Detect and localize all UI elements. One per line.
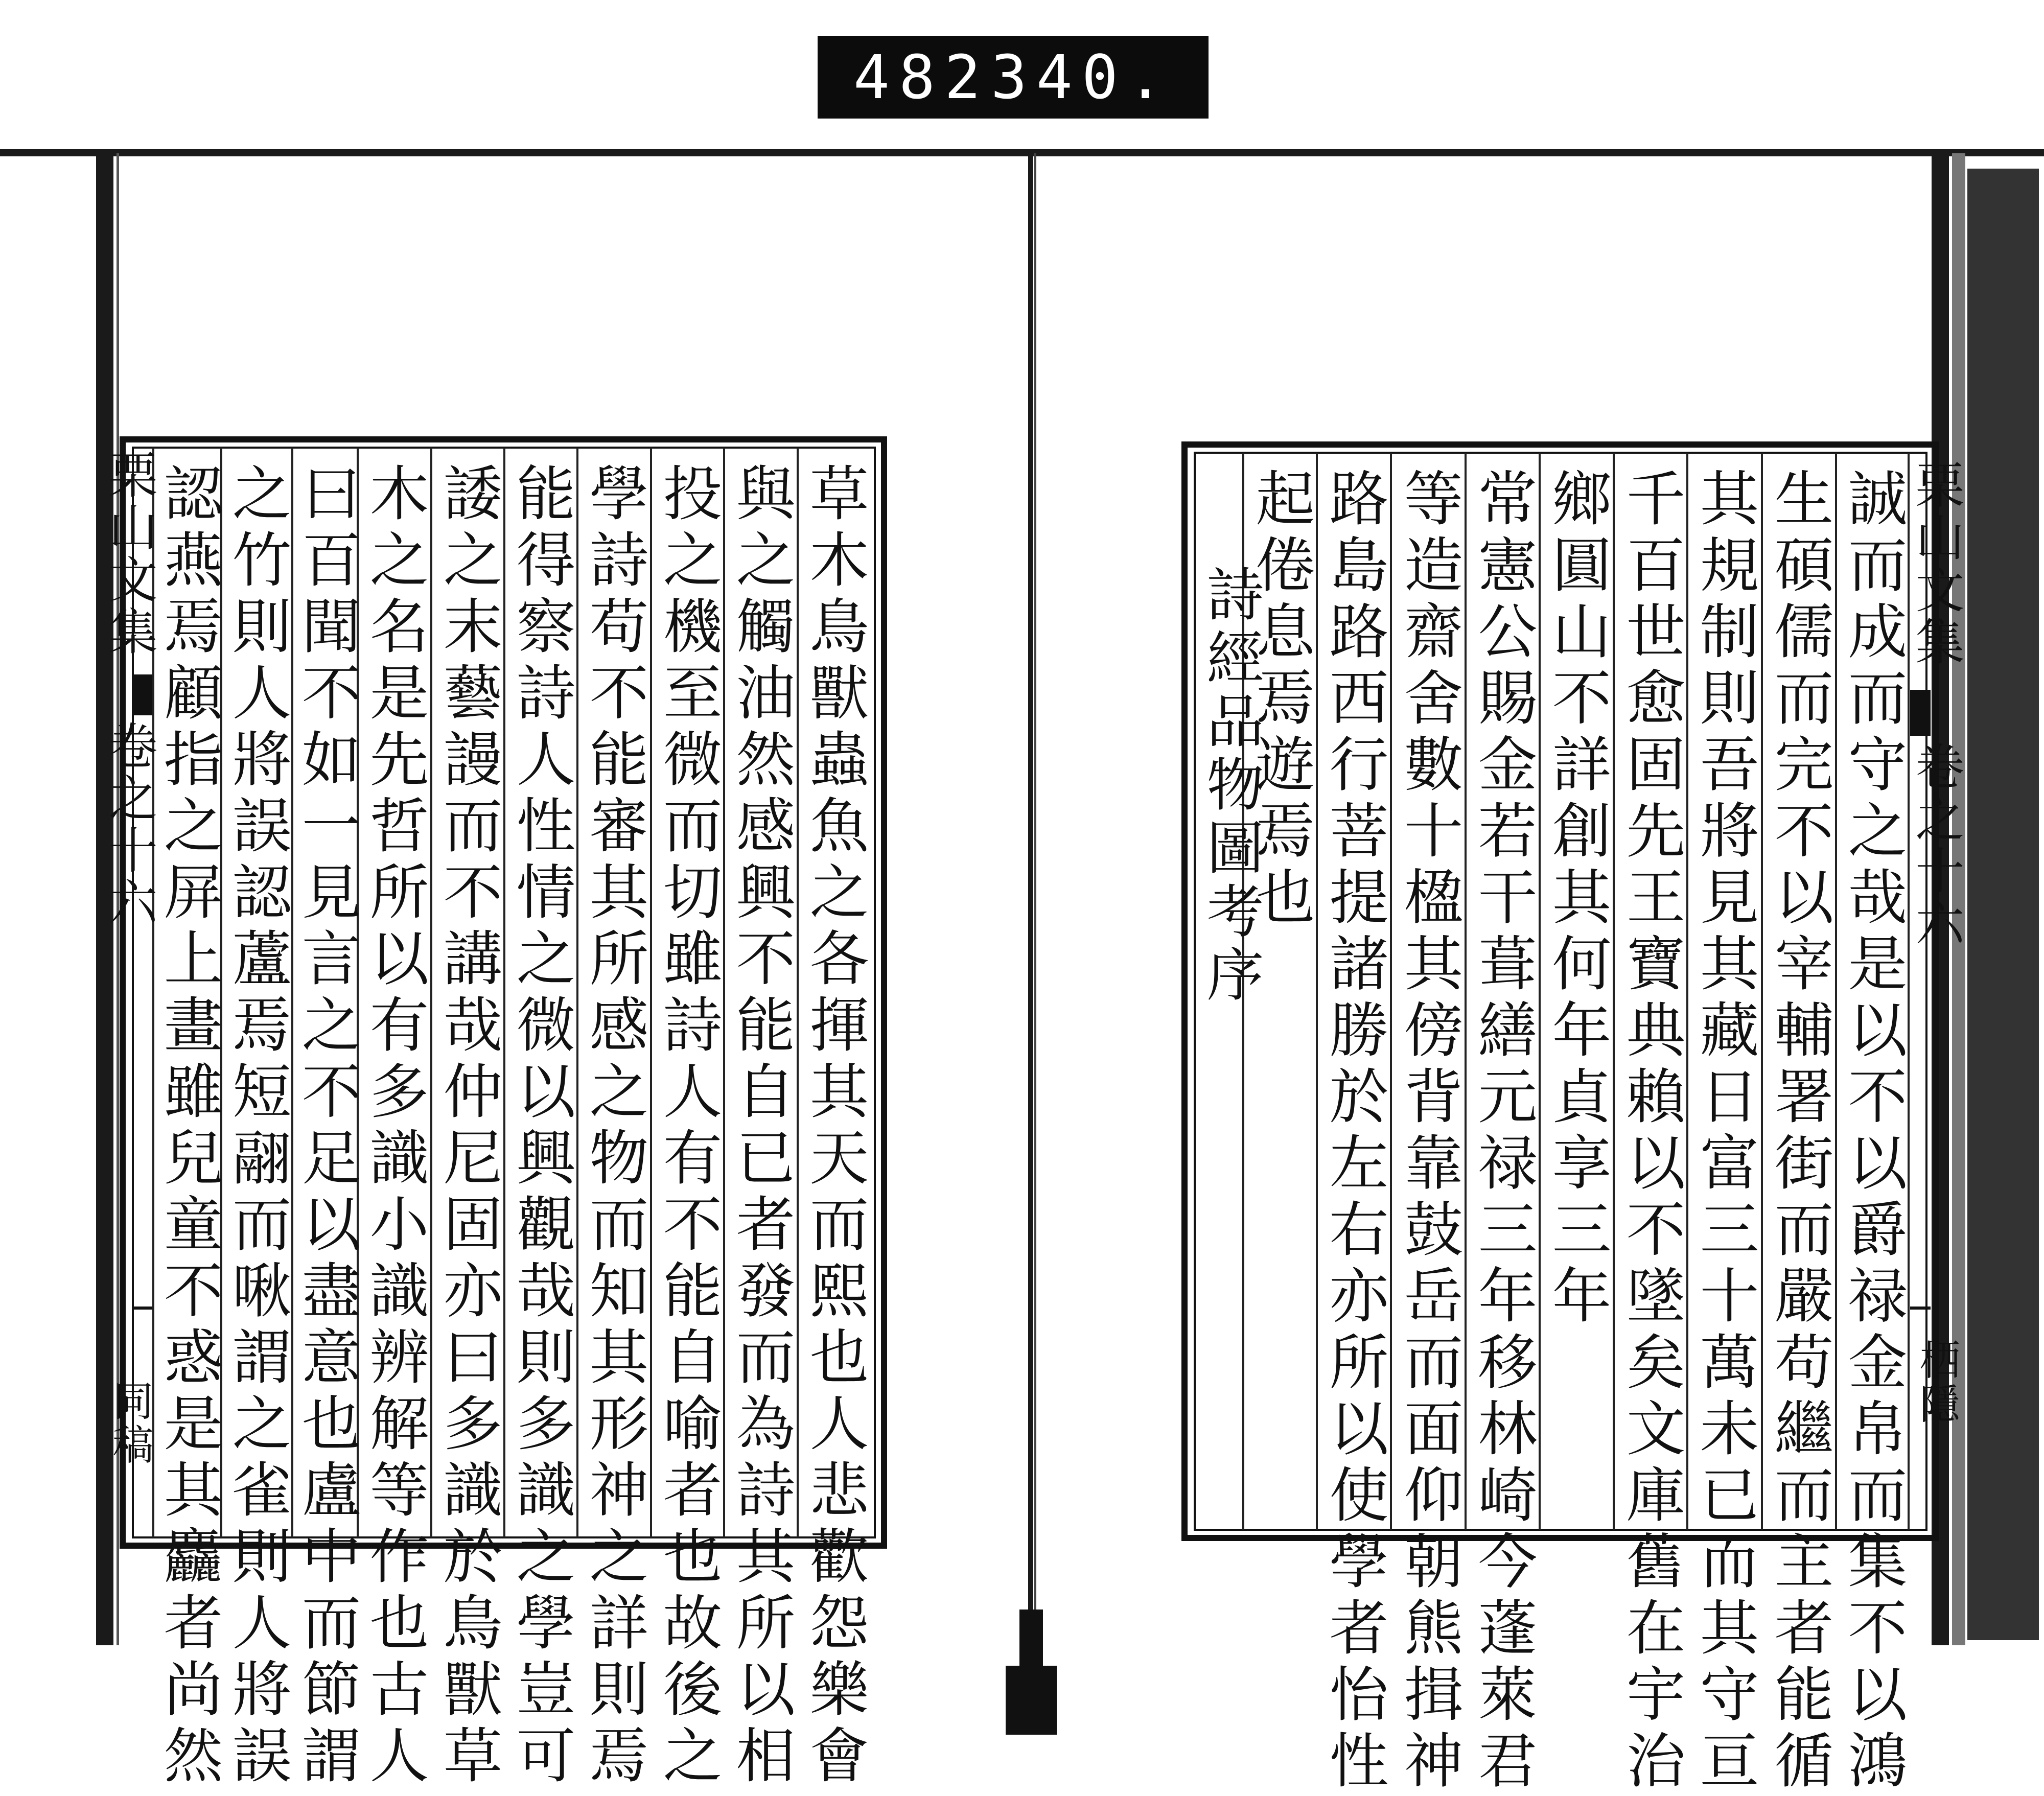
preface-title: 詩經品物圖考序 [1197,565,1264,1008]
left-column-7: 木之名是先哲所以有多識小識辨解等作也古人 [360,462,429,1791]
left-column-4: 學詩苟不能審其所感之物而知其形神之詳則焉 [579,462,648,1791]
right-column-8: 路島路西行菩提諸勝於左右亦所以使學者怡性 [1319,468,1388,1796]
right-column-2: 生碩儒而完不以宰輔署街而嚴苟繼而主者能循 [1764,468,1833,1796]
left-column-8: 曰百聞不如一見言之不足以盡意也盧中而節謂 [292,462,361,1791]
left-column-5: 能得察詩人性情之微以興觀哉則多識之學豈可 [506,462,575,1791]
right-column-6: 常憲公賜金若干葺繕元禄三年移林崎今蓬萊君 [1468,468,1537,1796]
right-column-1: 誠而成而守之哉是以不以爵禄金帛而集不以鴻 [1838,468,1907,1796]
catalog-number-left: 482 [853,42,990,112]
right-margin-volume: 卷之十六 [1908,741,1965,949]
right-column-5: 鄉圓山不詳創其何年貞享三年 [1542,468,1611,1331]
catalog-label [818,36,1209,119]
right-column-7: 等造齋舍數十楹其傍背靠鼓岳而面仰朝熊揖神 [1394,468,1463,1796]
right-margin-small: 栖隱 [1913,1339,1960,1427]
catalog-number-right: 340. [990,42,1173,112]
left-column-10: 認燕焉顧指之屏上畫雖兒童不惑是其麤者尚然 [154,462,223,1791]
left-column-1: 草木鳥獸蟲魚之各揮其天而熙也人悲歡怨樂會 [800,462,869,1791]
left-margin-volume: 卷之十六 [101,720,158,929]
right-column-9: 起倦息焉遊焉也 [1246,468,1315,932]
left-margin-title: 栗山文集 [101,450,158,658]
left-column-2: 與之觸油然感興不能自已者發而為詩其所以相 [726,462,795,1791]
right-column-4: 千百世愈固先王寶典賴以不墜矣文庫舊在宇治 [1616,468,1685,1796]
left-column-3: 投之機至微而切雖詩人有不能自喻者也故後之 [653,462,722,1791]
right-column-3: 其規制則吾將見其藏日富三十萬未已而其守亘 [1690,468,1759,1796]
left-column-9: 之竹則人將誤認蘆焉短翮而啾謂之雀則人將誤 [222,462,291,1791]
left-column-6: 諉之末藝謾而不講哉仲尼固亦曰多識於鳥獸草 [433,462,502,1791]
right-margin-title: 栗山文集 [1908,460,1965,668]
left-margin-small: 同稿 [106,1380,153,1467]
